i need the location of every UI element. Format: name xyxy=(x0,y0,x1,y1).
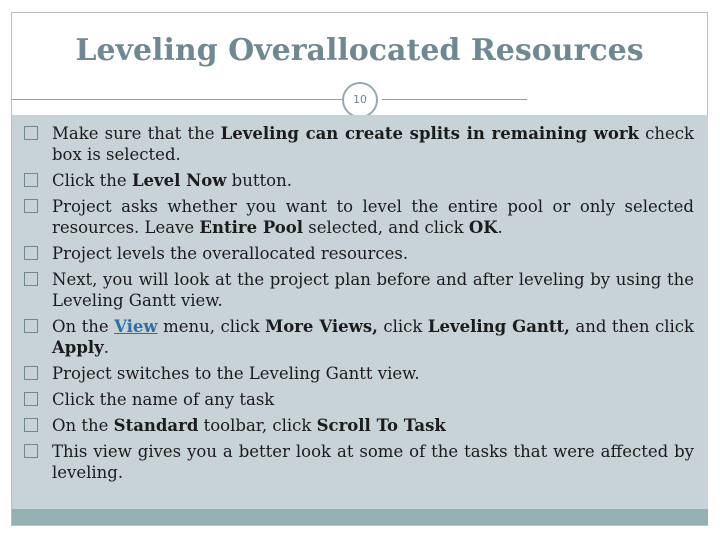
view-menu-link[interactable]: View xyxy=(114,317,158,336)
checkbox-bullet-icon xyxy=(24,392,38,406)
slide-title: Leveling Overallocated Resources xyxy=(75,33,644,68)
list-item: On the Standard toolbar, click Scroll To Task xyxy=(22,415,694,436)
slide-number-badge: 10 xyxy=(342,82,378,118)
checkbox-bullet-icon xyxy=(24,173,38,187)
list-item: Project levels the overallocated resources. xyxy=(22,243,694,264)
checkbox-bullet-icon xyxy=(24,319,38,333)
checkbox-bullet-icon xyxy=(24,199,38,213)
list-item: This view gives you a better look at some of the tasks that were affected by leveling. xyxy=(22,441,694,483)
title-divider-right xyxy=(382,99,527,100)
checkbox-bullet-icon xyxy=(24,126,38,140)
checkbox-bullet-icon xyxy=(24,444,38,458)
checkbox-bullet-icon xyxy=(24,418,38,432)
list-item: Next, you will look at the project plan before and after leveling by using the Leveling Gantt view. xyxy=(22,269,694,311)
checkbox-bullet-icon xyxy=(24,246,38,260)
list-item: Click the name of any task xyxy=(22,389,694,410)
footer-bar xyxy=(12,509,708,525)
list-item: Click the Level Now button. xyxy=(22,170,694,191)
checkbox-bullet-icon xyxy=(24,366,38,380)
bullet-list xyxy=(12,115,708,483)
checkbox-bullet-icon xyxy=(24,272,38,286)
title-divider-left xyxy=(12,99,346,100)
list-item: On the View menu, click More Views, click Leveling Gantt, and then click Apply. xyxy=(22,316,694,358)
list-item: Project switches to the Leveling Gantt view. xyxy=(22,363,694,384)
list-item: Make sure that the Leveling can create splits in remaining work check box is selected. xyxy=(22,123,694,165)
content-panel xyxy=(12,115,708,509)
list-item: Project asks whether you want to level the entire pool or only selected resources. Leave Entire Pool selected, and click OK. xyxy=(22,196,694,238)
